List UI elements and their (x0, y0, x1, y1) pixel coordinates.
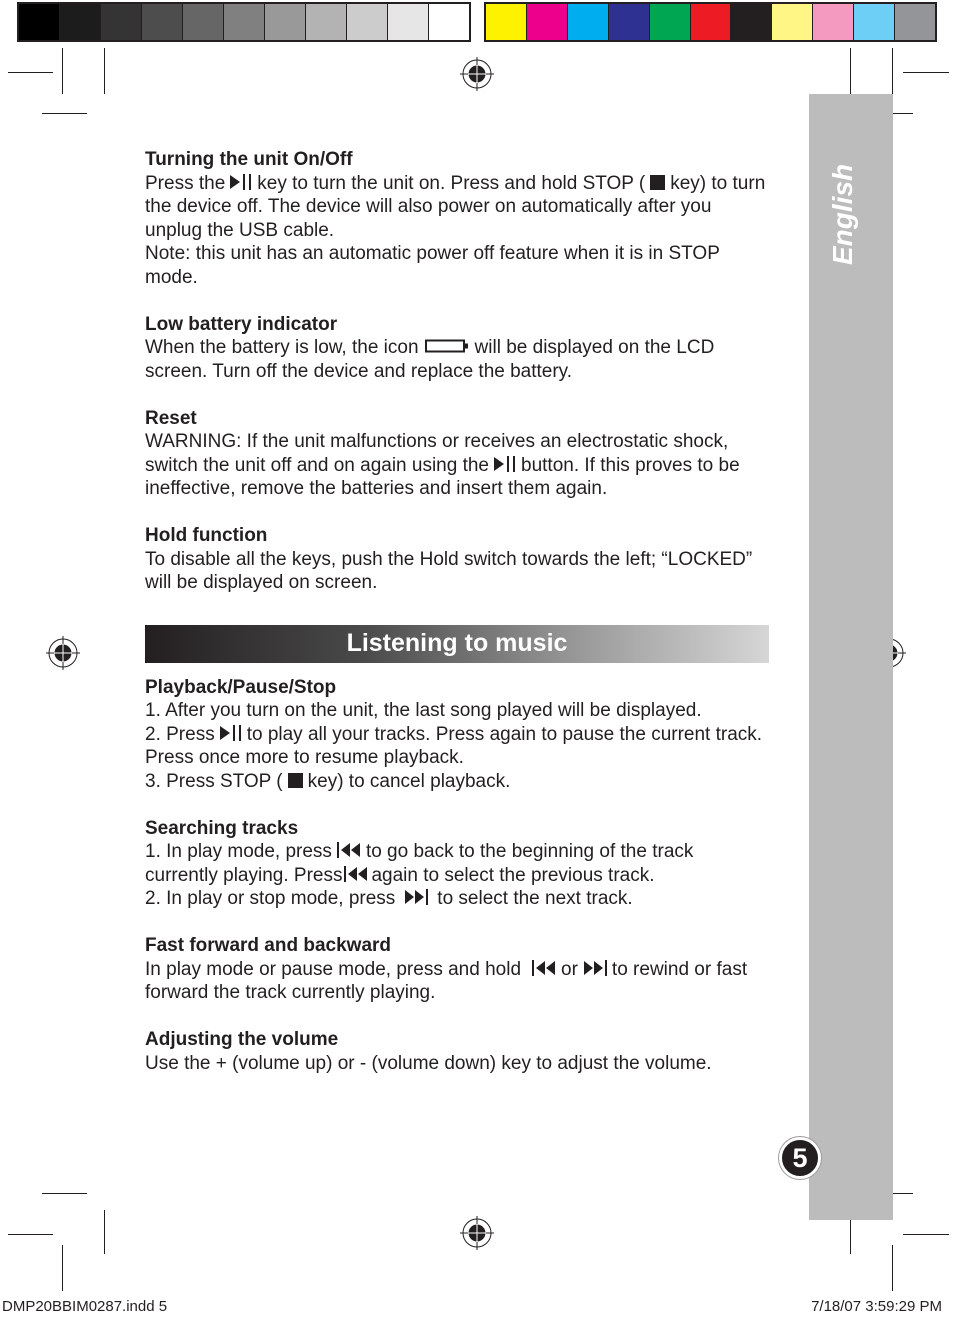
paragraph (145, 172, 769, 243)
listening-to-music-banner (145, 625, 769, 663)
crop-mark (62, 48, 63, 94)
crop-mark (903, 1234, 949, 1235)
crop-mark (903, 72, 949, 73)
text: In play mode or pause mode, press and hold (145, 958, 522, 980)
color-swatch (224, 4, 265, 40)
text: to select the next track. (437, 888, 633, 909)
section-heading: Reset (145, 407, 197, 429)
crop-mark (104, 1210, 105, 1254)
section-fast-forward (145, 934, 769, 1005)
paragraph (145, 958, 769, 1005)
text: 2. In play or stop mode, press (145, 888, 396, 909)
crop-mark (104, 48, 105, 94)
section-heading: Searching tracks (145, 817, 299, 839)
registration-mark-icon (460, 57, 494, 91)
text: or (561, 958, 578, 980)
page-number: 5 (779, 1137, 821, 1179)
color-swatch (19, 4, 60, 40)
color-swatch (429, 4, 469, 40)
color-swatch (772, 4, 813, 40)
color-swatch (388, 4, 429, 40)
color-swatch (895, 4, 935, 40)
color-swatch (265, 4, 306, 40)
color-swatch (568, 4, 609, 40)
previous-track-icon (336, 841, 362, 859)
color-swatch (306, 4, 347, 40)
section-battery (145, 313, 769, 384)
list-item (145, 840, 769, 887)
color-swatch (609, 4, 650, 40)
text: to play all your tracks. Press again to pause the current track. Press once more to resume playback. (145, 723, 763, 768)
color-swatch (691, 4, 732, 40)
text: to go back to the beginning of the track currently playing. Press (145, 841, 694, 886)
color-swatch (60, 4, 101, 40)
text: When the battery is low, the icon (145, 337, 419, 358)
color-swatch (347, 4, 388, 40)
text: 1. In play mode, press (145, 841, 332, 862)
text: 2. Press (145, 723, 215, 745)
manual-content (145, 148, 769, 1099)
crop-mark (42, 1193, 87, 1194)
paragraph (145, 336, 769, 383)
text: again to select the previous track. (371, 864, 655, 886)
crop-mark (892, 48, 893, 94)
note: Note: this unit has an automatic power off feature when it is in STOP mode. (145, 243, 720, 288)
crop-mark (892, 1245, 893, 1291)
play-pause-icon (493, 455, 517, 473)
text: to rewind or fast forward the track currently playing. (145, 958, 748, 1003)
crop-mark (8, 1234, 53, 1235)
text: will be displayed on the LCD screen. Turn off the device and replace the battery. (145, 337, 715, 382)
text: key to turn the unit on. Press and hold STOP ( (257, 172, 646, 194)
text: Press the (145, 172, 226, 194)
text: 3. Press STOP ( (145, 770, 283, 792)
footer-file-info: DMP20BBIM0287.indd 5 (2, 1298, 168, 1315)
registration-mark-icon (46, 636, 80, 670)
crop-mark (8, 72, 53, 73)
text: WARNING: If the unit malfunctions or receives an electrostatic shock, switch the unit off and on again using the (145, 431, 729, 476)
text: key) to cancel playback. (307, 770, 511, 792)
registration-mark-icon (460, 1216, 494, 1250)
color-swatch (854, 4, 895, 40)
text: button. If this proves to be ineffective, remove the batteries and insert them again. (145, 454, 740, 499)
section-heading: Turning the unit On/Off (145, 149, 353, 170)
previous-track-icon (531, 959, 557, 977)
play-pause-icon (219, 724, 243, 742)
text: key) to turn the device off. The device will also power on automatically after you unplug the USB cable. (145, 172, 766, 241)
color-swatch (142, 4, 183, 40)
section-hold (145, 524, 769, 595)
next-track-icon (582, 959, 608, 977)
list-item (145, 723, 769, 770)
grayscale-calibration-bar (17, 2, 471, 42)
footer-timestamp: 7/18/07 3:59:29 PM (811, 1298, 942, 1315)
list-item: 1. After you turn on the unit, the last song played will be displayed. (145, 700, 702, 721)
section-searching (145, 817, 769, 911)
list-item (145, 887, 769, 911)
color-swatch (813, 4, 854, 40)
color-swatch (101, 4, 142, 40)
crop-mark (62, 1245, 63, 1291)
color-swatch (650, 4, 691, 40)
color-calibration-bar (484, 2, 937, 42)
empty-battery-icon (425, 339, 469, 353)
banner-title: Listening to music (346, 628, 568, 657)
color-swatch (183, 4, 224, 40)
paragraph: Use the + (volume up) or - (volume down) key to adjust the volume. (145, 1052, 712, 1074)
color-swatch (527, 4, 568, 40)
stop-icon (287, 772, 304, 789)
previous-track-icon (343, 865, 369, 883)
section-on-off (145, 148, 769, 289)
paragraph: To disable all the keys, push the Hold switch towards the left; “LOCKED” will be displayed on screen. (145, 548, 753, 593)
play-pause-icon (229, 173, 253, 191)
section-heading: Low battery indicator (145, 313, 338, 335)
color-swatch (486, 4, 527, 40)
section-heading: Fast forward and backward (145, 935, 392, 956)
next-track-icon (403, 888, 429, 906)
paragraph (145, 430, 769, 501)
section-reset (145, 407, 769, 501)
section-heading: Playback/Pause/Stop (145, 676, 337, 698)
list-item (145, 770, 769, 794)
color-swatch (731, 4, 772, 40)
crop-mark (850, 48, 851, 94)
language-label: English (827, 163, 858, 265)
stop-icon (649, 174, 666, 191)
section-heading: Adjusting the volume (145, 1029, 339, 1050)
crop-mark (42, 113, 87, 114)
section-volume (145, 1028, 769, 1075)
section-playback (145, 676, 769, 794)
section-heading: Hold function (145, 525, 268, 546)
